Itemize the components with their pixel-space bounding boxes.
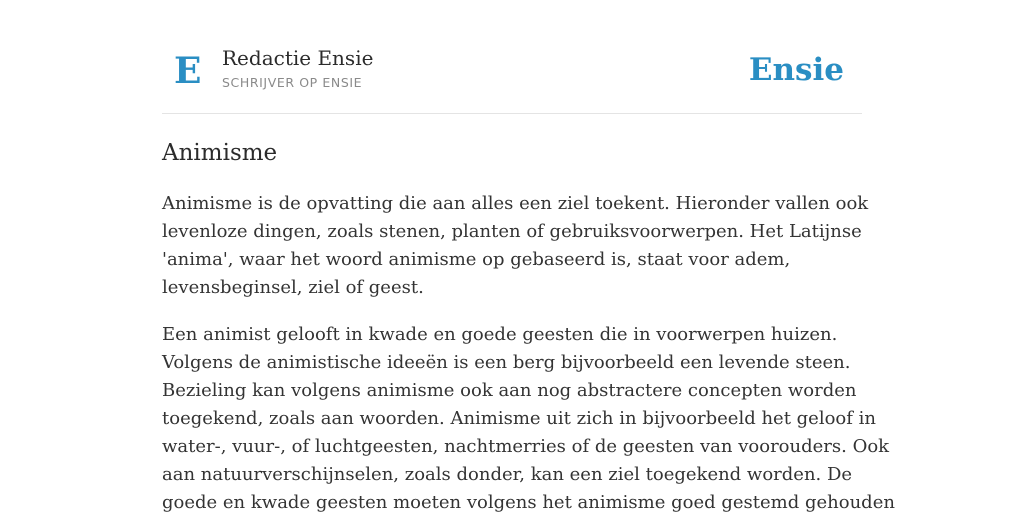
author-avatar[interactable]: E (174, 50, 202, 92)
paragraph (162, 321, 895, 512)
paragraph-line: levensbeginsel, ziel of geest. (162, 277, 424, 298)
paragraph-line: 'anima', waar het woord animisme op gebaseerd is, staat voor adem, (162, 249, 791, 270)
paragraph-line: goede en kwade geesten moeten volgens het animisme goed gestemd gehouden (162, 492, 895, 512)
paragraph-line: aan natuurverschijnselen, zoals donder, kan een ziel toegekend worden. De (162, 464, 853, 485)
paragraph-line: Een animist gelooft in kwade en goede geesten die in voorwerpen huizen. (162, 324, 838, 345)
article-body (162, 190, 895, 512)
article-title: Animisme (162, 140, 278, 166)
author-role: SCHRIJVER OP ENSIE (222, 75, 363, 90)
paragraph-line: Bezieling kan volgens animisme ook aan nog abstractere concepten worden (162, 380, 857, 401)
paragraph-line: levenloze dingen, zoals stenen, planten of gebruiksvoorwerpen. Het Latijnse (162, 221, 862, 242)
paragraph-line: Animisme is de opvatting die aan alles een ziel toekent. Hieronder vallen ook (162, 193, 869, 214)
author-header (162, 40, 862, 114)
brand-logo[interactable]: Ensie (748, 52, 844, 88)
paragraph-line: Volgens de animistische ideeën is een berg bijvoorbeeld een levende steen. (162, 352, 851, 373)
paragraph (162, 190, 869, 302)
paragraph-line: water-, vuur-, of luchtgeesten, nachtmerries of de geesten van voorouders. Ook (162, 436, 890, 457)
paragraph-line: toegekend, zoals aan woorden. Animisme uit zich in bijvoorbeeld het geloof in (162, 408, 876, 429)
author-name[interactable]: Redactie Ensie (222, 46, 374, 70)
